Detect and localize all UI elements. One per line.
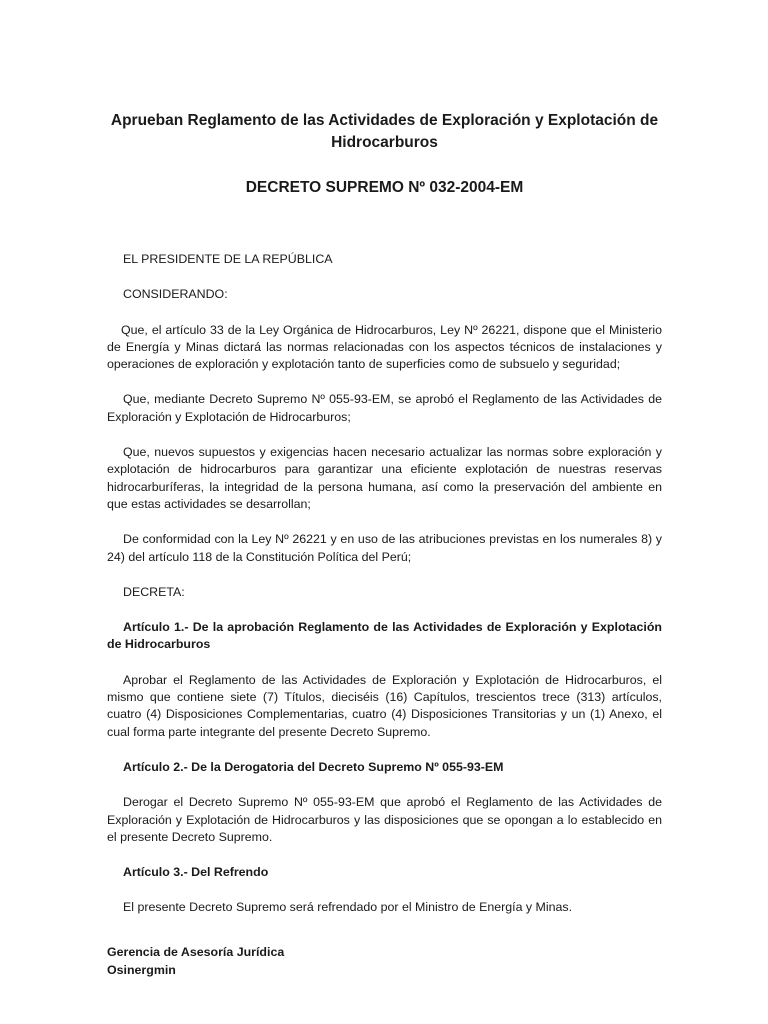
article-3-heading: Artículo 3.- Del Refrendo (123, 865, 269, 880)
document-body (107, 251, 662, 917)
article-2-heading: Artículo 2.- De la Derogatoria del Decreto Supremo Nº 055-93-EM (123, 759, 504, 774)
decree-number: DECRETO SUPREMO Nº 032-2004-EM (245, 179, 524, 196)
article-1-text: Aprobar el Reglamento de las Actividades de Exploración y Explotación de Hidrocarburos, el mismo que contiene siete (7) Títulos, dieciséis (16) Capítulos, trescientos trece (313) artículos, cuatro (4) Disposiciones Complementarias, cuatro (4) Disposiciones Transitorias y un (1) Anexo, el cual forma parte integrante del presente Decreto Supremo. (107, 672, 662, 739)
decreta-label: DECRETA: (123, 584, 185, 599)
considerando-paragraph-1: Que, el artículo 33 de la Ley Orgánica de Hidrocarburos, Ley Nº 26221, dispone que el Ministerio de Energía y Minas dictará las normas relacionadas con los aspectos técnicos de instalaciones y operaciones de exploración y explotación tanto de superficies como de subsuelo y seguridad; (107, 322, 662, 372)
considerando-label: CONSIDERANDO: (123, 287, 228, 302)
considerando-paragraph-2: Que, mediante Decreto Supremo Nº 055-93-EM, se aprobó el Reglamento de las Actividades de Exploración y Explotación de Hidrocarburos; (107, 392, 662, 424)
article-1-heading: Artículo 1.- De la aprobación Reglamento de las Actividades de Exploración y Explotación de Hidrocarburos (107, 620, 662, 652)
footer-department: Gerencia de Asesoría Jurídica (107, 945, 285, 959)
document-title: Aprueban Reglamento de las Actividades de Exploración y Explotación de Hidrocarburos (110, 112, 659, 151)
considerando-paragraph-3: Que, nuevos supuestos y exigencias hacen necesario actualizar las normas sobre exploración y explotación de hidrocarburos para garantizar una eficiente explotación de nuestras reservas hidrocarburíferas, la integridad de la persona humana, así como la preservación del ambiente en que estas actividades se desarrollan; (107, 445, 662, 511)
considerando-paragraph-4: De conformidad con la Ley Nº 26221 y en uso de las atribuciones previstas en los numerales 8) y 24) del artículo 118 de la Constitución Política del Perú; (107, 532, 662, 564)
article-2-text: Derogar el Decreto Supremo Nº 055-93-EM que aprobó el Reglamento de las Actividades de Exploración y Explotación de Hidrocarburos y las disposiciones que se opongan a lo establecido en el presente Decreto Supremo. (107, 795, 662, 844)
article-3-text: El presente Decreto Supremo será refrendado por el Ministro de Energía y Minas. (123, 900, 573, 915)
president-heading: EL PRESIDENTE DE LA REPÚBLICA (123, 252, 333, 266)
document-footer (107, 944, 662, 979)
footer-organization: Osinergmin (107, 962, 176, 977)
